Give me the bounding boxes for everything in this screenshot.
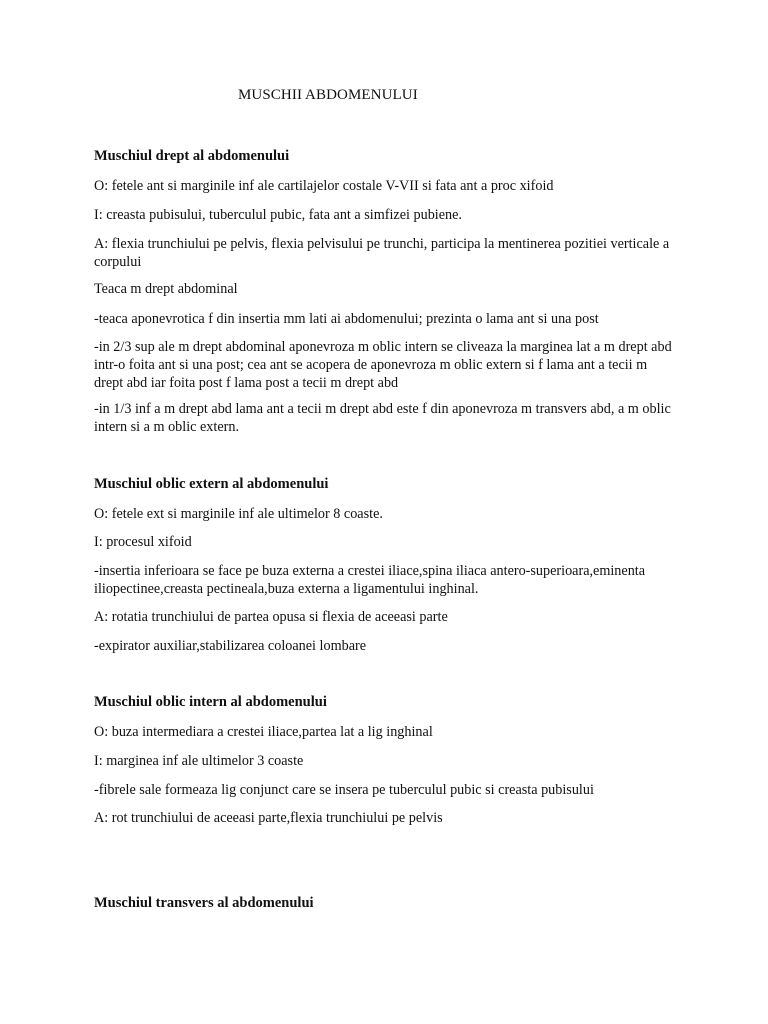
paragraph-oblic-intern-origin: O: buza intermediara a crestei iliace,partea lat a lig inghinal	[94, 724, 433, 740]
paragraph-oblic-intern-fibers: -fibrele sale formeaza lig conjunct care se insera pe tuberculul pubic si creasta pubisului	[94, 782, 594, 798]
paragraph-oblic-intern-action: A: rot trunchiului de aceeasi parte,flexia trunchiului pe pelvis	[94, 810, 443, 826]
paragraph-oblic-extern-action: A: rotatia trunchiului de partea opusa si flexia de aceeasi parte	[94, 609, 448, 625]
paragraph-teaca-desc: -teaca aponevrotica f din insertia mm lati ai abdomenului; prezinta o lama ant si una post	[94, 311, 599, 327]
paragraph-drept-insertion: I: creasta pubisului, tuberculul pubic, fata ant a simfizei pubiene.	[94, 207, 462, 223]
paragraph-oblic-extern-origin: O: fetele ext si marginile inf ale ultimelor 8 coaste.	[94, 506, 383, 522]
document-title: MUSCHII ABDOMENULUI	[238, 87, 418, 103]
section-heading-drept: Muschiul drept al abdomenului	[94, 148, 290, 164]
paragraph-teaca-heading: Teaca m drept abdominal	[94, 281, 238, 297]
section-heading-oblic-extern: Muschiul oblic extern al abdomenului	[94, 476, 329, 492]
section-heading-transvers: Muschiul transvers al abdomenului	[94, 895, 314, 911]
paragraph-oblic-extern-function: -expirator auxiliar,stabilizarea coloanei lombare	[94, 638, 367, 654]
paragraph-oblic-intern-insertion: I: marginea inf ale ultimelor 3 coaste	[94, 753, 304, 769]
section-heading-oblic-intern: Muschiul oblic intern al abdomenului	[94, 694, 327, 710]
paragraph-teaca-upper: -in 2/3 sup ale m drept abdominal aponevroza m oblic intern se cliveaza la marginea lat a m drept abd intr-o foita ant si una post; cea ant se acopera de aponevroza m oblic extern si f lama ant a tecii m drept abd iar foita post f lama post a tecii m drept abd	[94, 339, 672, 391]
paragraph-teaca-lower: -in 1/3 inf a m drept abd lama ant a tecii m drept abd este f din aponevroza m transvers abd, a m oblic intern si a m oblic extern.	[94, 401, 671, 435]
paragraph-oblic-extern-insertion: I: procesul xifoid	[94, 534, 192, 550]
paragraph-drept-action: A: flexia trunchiului pe pelvis, flexia pelvisului pe trunchi, participa la mentinerea pozitiei verticale a corpului	[94, 236, 670, 270]
paragraph-oblic-extern-insertion-detail: -insertia inferioara se face pe buza externa a crestei iliace,spina iliaca antero-superioara,eminenta iliopectinee,creasta pectineala,buza externa a ligamentului inghinal.	[94, 563, 646, 597]
paragraph-drept-origin: O: fetele ant si marginile inf ale cartilajelor costale V-VII si fata ant a proc xifoid	[94, 178, 554, 194]
